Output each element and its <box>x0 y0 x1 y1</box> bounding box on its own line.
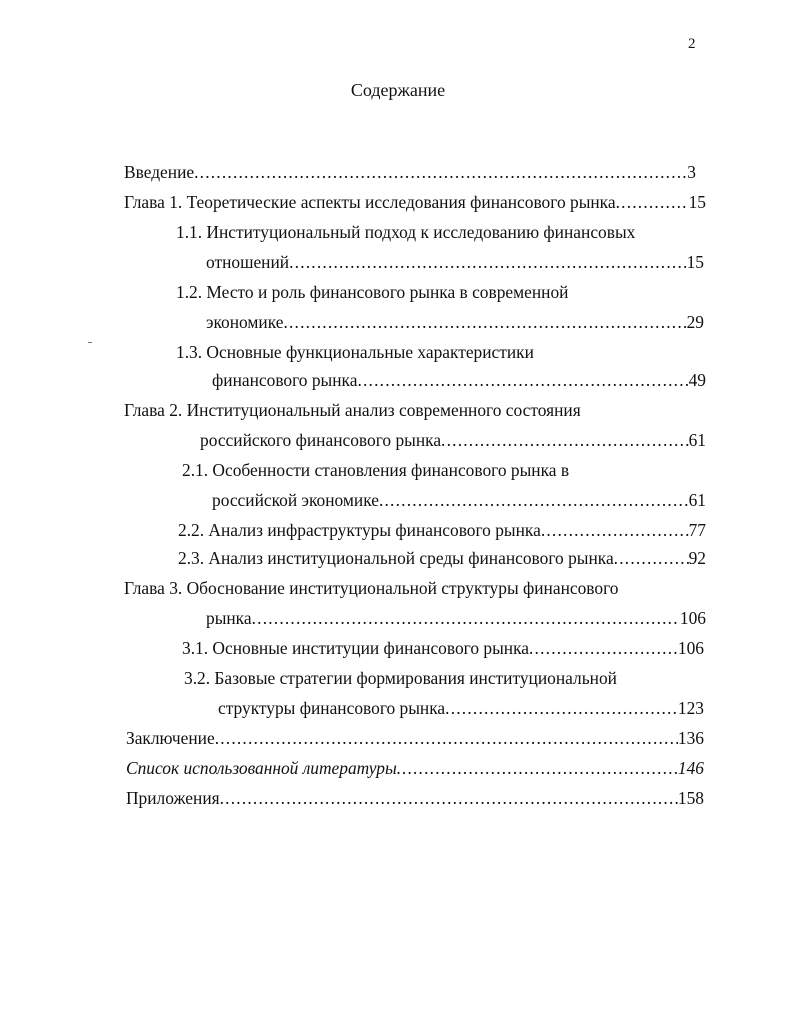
toc-entry-label: рынка <box>206 608 252 628</box>
toc-leader-dots <box>194 160 687 184</box>
toc-entry-page: 15 <box>686 252 704 272</box>
toc-leader-dots <box>379 488 689 512</box>
toc-entry-page: 61 <box>688 490 706 510</box>
toc-entry-page: 3 <box>687 162 696 182</box>
toc-entry-intro <box>124 160 696 184</box>
toc-entry-page: 123 <box>677 698 704 718</box>
toc-leader-dots <box>289 250 687 274</box>
toc-entry-page: 106 <box>677 638 704 658</box>
toc-entry-label: Список использованной литературы <box>126 758 397 778</box>
toc-leader-dots <box>541 518 689 542</box>
toc-leader-dots <box>397 756 678 780</box>
toc-entry-page: 49 <box>688 370 706 390</box>
toc-entry-label: Введение <box>124 162 195 182</box>
toc-entry-1-3-line1: 1.3. Основные функциональные характеристики <box>176 342 534 362</box>
toc-entry-label: финансового рынка <box>212 370 358 390</box>
toc-entry-chapter-3 <box>206 606 706 630</box>
toc-leader-dots <box>614 546 689 570</box>
toc-entry-1-3 <box>212 368 706 392</box>
toc-entry-label: экономике <box>206 312 284 332</box>
toc-entry-2-1-line1: 2.1. Особенности становления финансового рынка в <box>182 460 570 480</box>
toc-entry-label: 3.1. Основные институции финансового рынка <box>182 638 529 658</box>
toc-leader-dots <box>616 190 689 214</box>
toc-leader-dots <box>445 696 678 720</box>
toc-entry-label: российского финансового рынка <box>200 430 442 450</box>
toc-entry-chapter-2-line1: Глава 2. Институциональный анализ современного состояния <box>124 400 581 420</box>
toc-entry-1-1-line1: 1.1. Институциональный подход к исследованию финансовых <box>176 222 636 242</box>
toc-leader-dots <box>252 606 680 630</box>
toc-leader-dots <box>529 636 678 660</box>
toc-entry-page: 77 <box>688 520 706 540</box>
toc-entry-page: 158 <box>677 788 704 808</box>
toc-entry-references <box>126 756 704 780</box>
toc-entry-page: 15 <box>688 192 706 212</box>
toc-entry-label: российской экономике <box>212 490 379 510</box>
toc-leader-dots <box>357 368 688 392</box>
toc-entry-chapter-1 <box>124 190 706 214</box>
toc-entry-3-2 <box>218 696 704 720</box>
scan-mark <box>88 342 92 343</box>
toc-entry-3-2-line1: 3.2. Базовые стратегии формирования институциональной <box>184 668 617 688</box>
toc-entry-2-3 <box>178 546 706 570</box>
toc-entry-conclusion <box>126 726 704 750</box>
toc-entry-chapter-3-line1: Глава 3. Обоснование институциональной структуры финансового <box>124 578 619 598</box>
toc-entry-page: 146 <box>677 758 704 778</box>
toc-leader-dots <box>215 726 678 750</box>
page-title: Содержание <box>350 80 446 100</box>
toc-entry-2-2 <box>178 518 706 542</box>
toc-entry-1-1 <box>206 250 704 274</box>
toc-entry-chapter-2 <box>200 428 706 452</box>
toc-entry-label: 2.3. Анализ институциональной среды финансового рынка <box>178 548 614 568</box>
toc-entry-1-2 <box>206 310 704 334</box>
toc-leader-dots <box>441 428 689 452</box>
toc-entry-page: 136 <box>677 728 704 748</box>
toc-entry-label: отношений <box>206 252 290 272</box>
toc-entry-page: 92 <box>688 548 706 568</box>
toc-entry-page: 29 <box>686 312 704 332</box>
toc-entry-3-1 <box>182 636 704 660</box>
toc-leader-dots <box>220 786 678 810</box>
toc-entry-label: 2.2. Анализ инфраструктуры финансового рынка <box>178 520 541 540</box>
toc-entry-1-2-line1: 1.2. Место и роль финансового рынка в современной <box>176 282 569 302</box>
toc-entry-label: Заключение <box>126 728 215 748</box>
toc-entry-2-1 <box>212 488 706 512</box>
toc-entry-label: Приложения <box>126 788 220 808</box>
toc-entry-label: структуры финансового рынка <box>218 698 446 718</box>
toc-entry-label: Глава 1. Теоретические аспекты исследования финансового рынка <box>124 192 616 212</box>
page-number: 2 <box>688 36 696 52</box>
toc-entry-page: 61 <box>688 430 706 450</box>
toc-leader-dots <box>283 310 686 334</box>
toc-entry-appendix <box>126 786 704 810</box>
toc-entry-page: 106 <box>679 608 706 628</box>
